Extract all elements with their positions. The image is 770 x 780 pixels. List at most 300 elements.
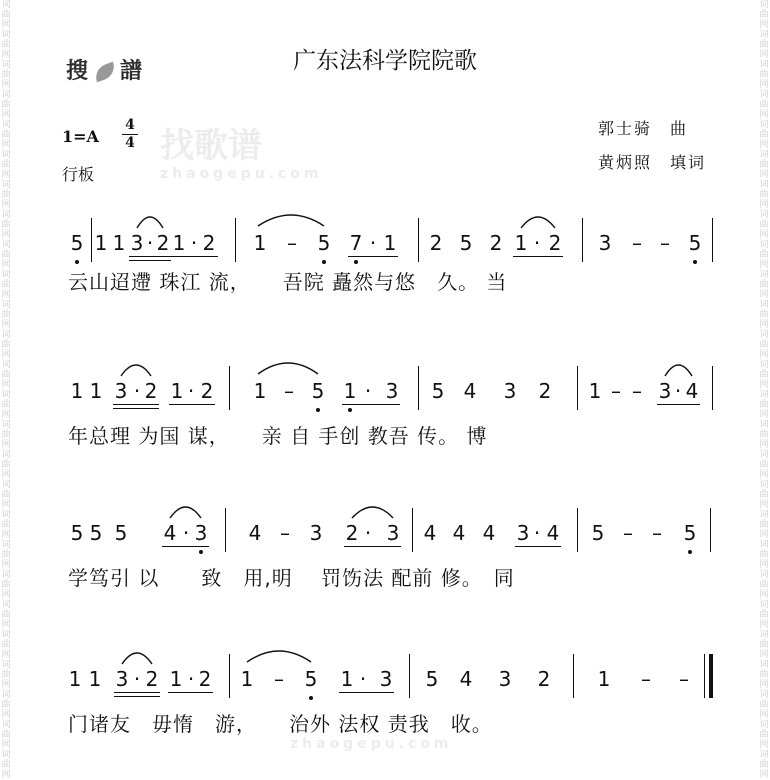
side-char: 网 [759,680,769,690]
note: – [632,379,642,403]
underline-beam [348,256,398,257]
dot [199,550,203,554]
side-char: 词 [1,420,11,430]
key-signature: 1=A [62,127,99,146]
side-char: 曲 [1,220,11,230]
side-char: 曲 [759,130,769,140]
side-char: 网 [759,500,769,510]
bar-line [225,508,226,552]
bar-line [710,508,711,552]
side-char: 词 [759,570,769,580]
time-sig-top: 4 [125,117,135,133]
note: 5 [591,521,605,545]
side-char: 网 [1,140,11,150]
note: · [133,667,141,691]
note: 2 [202,231,216,255]
side-char: 词 [1,270,11,280]
side-char: 词 [1,720,11,730]
side-char: 网 [1,590,11,600]
note: 5 [459,231,473,255]
side-char: 词 [1,120,11,130]
side-char: 词 [759,420,769,430]
side-char: 词 [759,330,769,340]
side-char: 网 [759,440,769,450]
slur [521,217,555,228]
side-char: 词 [1,360,11,370]
side-char: 词 [1,600,11,610]
note: 1 [94,231,108,255]
note: 4 [248,521,262,545]
side-char: 曲 [1,400,11,410]
underline-beam [515,546,561,547]
side-char: 网 [1,770,11,780]
side-char: 网 [1,50,11,60]
note: 1 [170,379,184,403]
watermark-cn: 找歌谱 [160,126,262,166]
side-char: 曲 [759,370,769,380]
note: · [182,521,190,545]
side-char: 词 [1,90,11,100]
lyricist-credit: 黄炳照 填词 [598,153,707,172]
side-char: 词 [759,480,769,490]
side-char: 网 [759,50,769,60]
side-char: 曲 [759,340,769,350]
side-char: 词 [759,630,769,640]
side-char: 词 [1,660,11,670]
side-char: 网 [759,80,769,90]
side-char: 词 [759,510,769,520]
side-char: 网 [1,380,11,390]
side-char: 网 [759,710,769,720]
note: 4 [423,521,437,545]
side-char: 曲 [1,160,11,170]
note: – [280,521,290,545]
side-char: 曲 [759,610,769,620]
note: – [274,667,284,691]
note: 5 [431,379,445,403]
side-char: 曲 [759,490,769,500]
side-char: 曲 [759,220,769,230]
note: 3 [498,667,512,691]
side-char: 网 [1,410,11,420]
side-char: 网 [759,260,769,270]
underline-beam [129,256,171,257]
side-char: 词 [759,390,769,400]
side-char: 网 [759,170,769,180]
side-char: 曲 [759,670,769,680]
side-char: 网 [759,590,769,600]
side-char: 网 [1,740,11,750]
slur [258,363,318,374]
note: 5 [89,521,103,545]
side-char: 网 [1,110,11,120]
underline-beam [113,404,159,405]
side-char: 网 [759,740,769,750]
side-char: 曲 [1,40,11,50]
side-char: 词 [759,30,769,40]
side-char: 网 [759,350,769,360]
note: 1 [88,667,102,691]
note: 5 [688,231,702,255]
note: 1 [172,231,186,255]
time-sig-bottom: 4 [125,135,135,151]
dot [322,260,326,264]
note: 5 [683,521,697,545]
note: 1 [588,379,602,403]
note: 3 [516,521,530,545]
side-char: 网 [759,200,769,210]
side-char: 词 [1,240,11,250]
slur [122,653,152,664]
side-char: 网 [759,380,769,390]
bar-line [409,654,410,698]
side-char: 曲 [759,10,769,20]
bar-line [229,654,230,698]
composer-credit: 郭士骑 曲 [598,119,689,138]
side-char: 网 [759,410,769,420]
side-char: 网 [759,230,769,240]
note: 3 [115,667,129,691]
side-char: 网 [1,440,11,450]
side-char: 网 [759,140,769,150]
slur [170,507,201,518]
side-char: 曲 [759,460,769,470]
dot [688,550,692,554]
side-char: 词 [759,240,769,250]
side-char: 曲 [759,760,769,770]
side-char: 词 [759,180,769,190]
lyric-line-1: 云山迢遰 珠江 流， 吾院 矗然与悠 久。 当 [68,270,508,294]
side-char: 曲 [1,550,11,560]
side-char: 曲 [1,280,11,290]
side-char: 曲 [1,130,11,140]
slur [665,365,692,376]
note: 5 [70,521,84,545]
note: 3 [309,521,323,545]
dot [309,696,313,700]
note: 1 [89,379,103,403]
side-char: 曲 [1,490,11,500]
note: · [533,231,541,255]
note: 5 [425,667,439,691]
underline-beam [168,692,213,693]
slur [137,217,163,228]
side-char: 网 [759,20,769,30]
bar-line [229,366,230,410]
side-char: 网 [1,20,11,30]
side-char: 曲 [759,70,769,80]
side-char: 词 [759,150,769,160]
side-char: 词 [1,570,11,580]
underline-beam [513,256,563,257]
side-char: 网 [759,770,769,780]
side-char: 网 [1,290,11,300]
side-char: 词 [759,360,769,370]
note: – [632,231,642,255]
note: 1 [240,667,254,691]
bar-line [91,218,92,262]
note: 3 [658,379,672,403]
underline-beam [162,546,209,547]
note: – [660,231,670,255]
watermark-url-bottom: zhaogepu.com [290,736,453,752]
note: 5 [70,231,84,255]
note: 3 [194,521,208,545]
side-char: 网 [759,290,769,300]
side-char: 词 [1,450,11,460]
side-char: 曲 [759,190,769,200]
side-char: 网 [1,710,11,720]
note: 4 [685,379,699,403]
side-char: 网 [1,620,11,630]
note: 1 [68,667,82,691]
side-char: 网 [1,260,11,270]
underline-beam [342,404,400,405]
dot [316,408,320,412]
side-char: 词 [759,540,769,550]
bar-line [235,218,236,262]
note: · [364,379,372,403]
side-char: 网 [1,500,11,510]
side-char: 词 [1,30,11,40]
side-char: 曲 [759,730,769,740]
side-char: 网 [1,80,11,90]
side-char: 词 [759,660,769,670]
note: 3 [503,379,517,403]
side-char: 词 [1,0,11,10]
side-char: 网 [1,560,11,570]
side-char: 词 [1,390,11,400]
lyric-line-3: 学笃引 以 致 用,明 罚饬法 配前 修。 同 [68,566,515,590]
side-char: 词 [759,270,769,280]
dot [354,260,358,264]
note: 4 [163,521,177,545]
note: 4 [463,379,477,403]
note: 3 [386,521,400,545]
slur [352,507,393,518]
note: – [679,667,689,691]
side-char: 网 [1,170,11,180]
bar-line [412,508,413,552]
side-char: 词 [759,720,769,730]
bar-line [418,218,419,262]
note: – [623,521,633,545]
note: 2 [144,379,158,403]
note: 2 [200,379,214,403]
side-char: 曲 [1,700,11,710]
note: 4 [546,521,560,545]
note: 1 [253,379,267,403]
side-char: 网 [759,560,769,570]
side-char: 词 [759,690,769,700]
side-char: 词 [759,90,769,100]
side-char: 词 [759,60,769,70]
note: 4 [482,521,496,545]
note: 2 [548,231,562,255]
bar-line [712,218,713,262]
watermark-url: zhaogepu.com [160,166,323,182]
note: – [287,231,297,255]
side-char: 网 [1,200,11,210]
note: 1 [70,379,84,403]
underline-beam [114,692,160,693]
bar-line [582,218,583,262]
side-char: 词 [1,750,11,760]
side-char: 曲 [1,520,11,530]
note: 1 [383,231,397,255]
side-char: 词 [759,450,769,460]
note: 2 [537,667,551,691]
note: – [611,379,621,403]
note: 1 [340,667,354,691]
note: 4 [452,521,466,545]
side-char: 词 [759,750,769,760]
underline-beam [169,404,215,405]
note: 3 [130,231,144,255]
dot [693,260,697,264]
note: 2 [489,231,503,255]
underline-beam [344,546,401,547]
side-char: 词 [1,540,11,550]
note: 1 [597,667,611,691]
side-char: 曲 [1,640,11,650]
note: 5 [114,521,128,545]
side-char: 词 [1,60,11,70]
side-char: 曲 [759,580,769,590]
bar-line [704,654,705,698]
logo-text-right: 譜 [120,58,145,84]
note: 3 [598,231,612,255]
side-char: 词 [1,300,11,310]
side-char: 曲 [1,70,11,80]
side-char: 曲 [1,430,11,440]
dot [348,408,352,412]
side-char: 网 [759,620,769,630]
side-char: 曲 [1,310,11,320]
side-char: 曲 [1,10,11,20]
slur [258,215,324,226]
side-char: 曲 [759,40,769,50]
underline-beam [657,404,700,405]
side-char: 词 [759,600,769,610]
note: 2 [429,231,443,255]
slur [121,365,151,376]
side-char: 网 [1,530,11,540]
note: 3 [379,667,393,691]
final-bar-line [709,654,713,698]
note: · [187,667,195,691]
underline-beam [171,256,218,257]
side-char: 词 [1,480,11,490]
side-char: 曲 [1,370,11,380]
side-char: 词 [759,0,769,10]
underline-beam [129,260,171,261]
note: 2 [198,667,212,691]
note: 3 [385,379,399,403]
note: – [284,379,294,403]
bar-line [573,654,574,698]
side-char: 曲 [1,190,11,200]
side-char: 曲 [759,100,769,110]
side-char: 曲 [1,340,11,350]
dot [75,260,79,264]
side-char: 曲 [759,400,769,410]
side-char: 曲 [1,580,11,590]
side-char: 曲 [1,670,11,680]
side-char: 网 [1,470,11,480]
tempo-marking: 行板 [62,165,95,184]
note: 2 [156,231,170,255]
side-char: 词 [1,210,11,220]
side-char: 曲 [1,610,11,620]
underline-beam [339,692,394,693]
side-char: 曲 [759,310,769,320]
side-char: 网 [1,320,11,330]
note: 5 [317,231,331,255]
side-char: 网 [759,530,769,540]
side-char: 曲 [759,430,769,440]
note: 4 [459,667,473,691]
side-char: 曲 [759,640,769,650]
bar-line [577,366,578,410]
note: · [369,231,377,255]
side-char: 曲 [1,100,11,110]
note: 1 [112,231,126,255]
slur [247,651,311,662]
side-char: 曲 [759,160,769,170]
side-char: 曲 [759,280,769,290]
note: – [641,667,651,691]
note: 1 [169,667,183,691]
note: 2 [145,667,159,691]
side-char: 曲 [759,250,769,260]
side-char: 网 [759,470,769,480]
side-char: 网 [759,650,769,660]
side-char: 曲 [1,760,11,770]
note: · [187,379,195,403]
note: · [533,521,541,545]
side-char: 曲 [759,700,769,710]
note: · [146,231,154,255]
side-char: 网 [1,230,11,240]
side-char: 词 [1,510,11,520]
underline-beam [113,408,159,409]
note: · [364,521,372,545]
side-char: 词 [1,180,11,190]
bar-line [418,366,419,410]
note: · [190,231,198,255]
side-char: 曲 [1,730,11,740]
side-char: 词 [759,120,769,130]
side-char: 曲 [1,460,11,470]
side-char: 词 [759,210,769,220]
note: 2 [345,521,359,545]
note: · [133,379,141,403]
lyric-line-4: 门诸友 毋惰 游， 治外 法权 责我 收。 [68,712,493,736]
side-char: 网 [1,680,11,690]
side-char: 曲 [759,520,769,530]
bar-line [577,508,578,552]
side-char: 曲 [759,550,769,560]
note: · [674,379,682,403]
note: 5 [304,667,318,691]
note: 5 [311,379,325,403]
side-char: 曲 [1,250,11,260]
lyric-line-2: 年总理 为国 谋， 亲 自 手创 教吾 传。 博 [68,424,488,448]
note: 7 [349,231,363,255]
bar-line [712,366,713,410]
note: 1 [514,231,528,255]
